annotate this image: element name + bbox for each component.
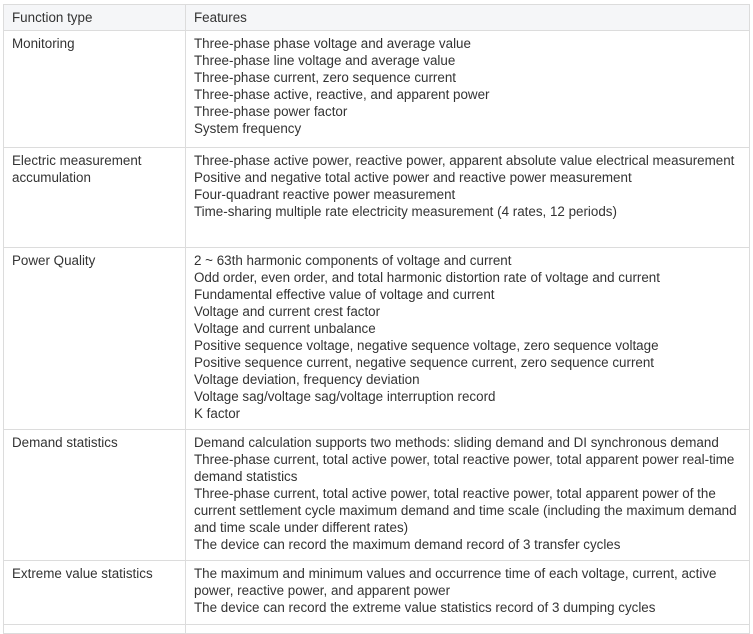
feature-line: Three-phase active, reactive, and apparent power	[194, 87, 490, 102]
feature-line: Fundamental effective value of voltage and current	[194, 287, 495, 302]
function-type-cell: Monitoring	[4, 31, 186, 148]
header-features: Features	[186, 5, 750, 31]
feature-line: 2 ~ 63th harmonic components of voltage and current	[194, 253, 512, 268]
features-cell	[186, 148, 750, 248]
feature-line: Three-phase line voltage and average value	[194, 53, 456, 68]
table-row	[4, 430, 750, 561]
table-row	[4, 561, 750, 625]
feature-line: The device can record the maximum demand record of 3 transfer cycles	[194, 537, 621, 552]
feature-line: Voltage and current crest factor	[194, 304, 381, 319]
feature-line: The device can record the extreme value statistics record of 3 dumping cycles	[194, 600, 656, 615]
feature-line: Three-phase phase voltage and average value	[194, 36, 471, 51]
features-cell	[186, 31, 750, 148]
feature-line: Three-phase current, zero sequence current	[194, 70, 457, 85]
feature-line: Positive sequence voltage, negative sequence voltage, zero sequence voltage	[194, 338, 659, 353]
feature-line: Odd order, even order, and total harmonic distortion rate of voltage and current	[194, 270, 660, 285]
feature-line: The maximum and minimum values and occurrence time of each voltage, current, active power, reactive power, and apparent power	[194, 566, 717, 598]
feature-line: Four-quadrant reactive power measurement	[194, 187, 456, 202]
feature-line: Demand calculation supports two methods: sliding demand and DI synchronous demand Three-phase current, total active power, total reactive power, total apparent power real-time demand statistics	[194, 435, 735, 484]
feature-line: Three-phase active power, reactive power, apparent absolute value electrical measurement	[194, 153, 735, 168]
function-type-cell: Electric measurement accumulation	[4, 148, 186, 248]
features-cell	[186, 561, 750, 625]
feature-line: Three-phase power factor	[194, 104, 348, 119]
feature-line: Voltage deviation, frequency deviation	[194, 372, 420, 387]
table-row-partial	[4, 625, 750, 634]
table-header-row	[4, 5, 750, 31]
features-cell	[186, 248, 750, 430]
table-row	[4, 148, 750, 248]
feature-line: K factor	[194, 406, 241, 421]
feature-line: Voltage sag/voltage sag/voltage interruption record	[194, 389, 496, 404]
feature-line: System frequency	[194, 121, 302, 136]
feature-line: Positive and negative total active power and reactive power measurement	[194, 170, 632, 185]
feature-line: Time-sharing multiple rate electricity measurement (4 rates, 12 periods)	[194, 204, 617, 219]
table-row	[4, 248, 750, 430]
function-features-table	[3, 4, 750, 634]
empty-cell	[4, 625, 186, 634]
features-cell	[186, 430, 750, 561]
header-function-type: Function type	[4, 5, 186, 31]
feature-line: Voltage and current unbalance	[194, 321, 376, 336]
table-row	[4, 31, 750, 148]
empty-cell	[186, 625, 750, 634]
feature-line: Three-phase current, total active power, total reactive power, total apparent power of the current settlement cycle maximum demand and time scale (including the maximum demand and time scale under different rates)	[194, 486, 737, 535]
function-type-cell: Extreme value statistics	[4, 561, 186, 625]
function-type-cell: Power Quality	[4, 248, 186, 430]
function-type-cell: Demand statistics	[4, 430, 186, 561]
feature-line: Positive sequence current, negative sequence current, zero sequence current	[194, 355, 655, 370]
